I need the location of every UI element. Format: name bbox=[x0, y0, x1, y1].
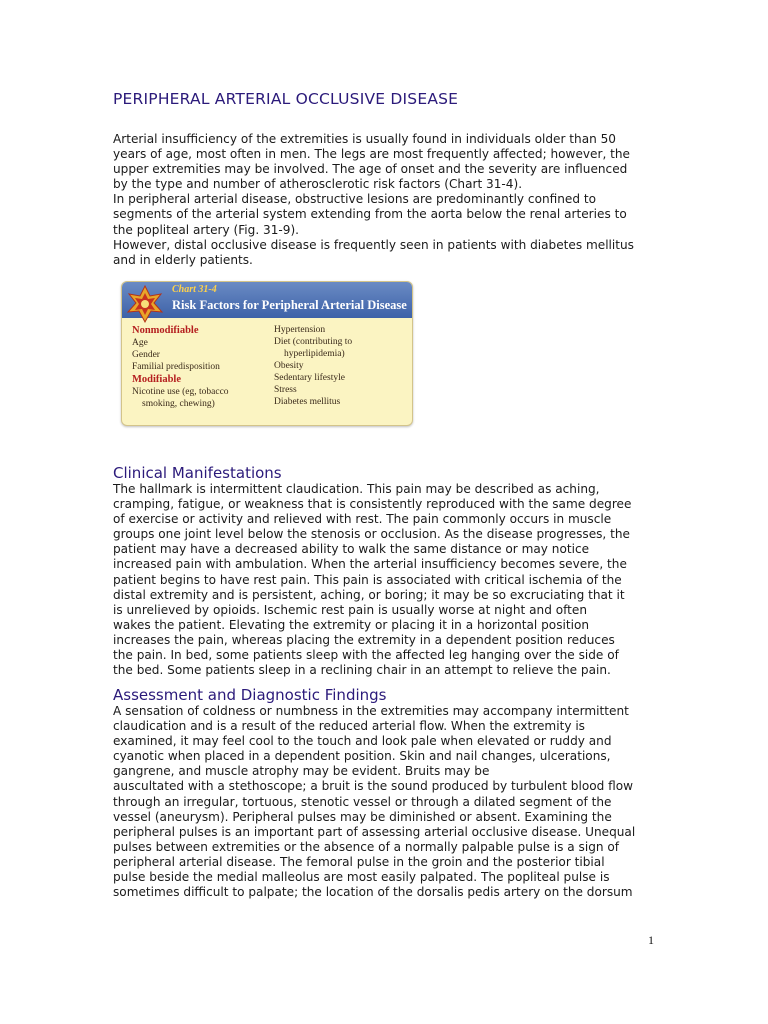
risk-item: Hypertension bbox=[274, 325, 326, 335]
risk-factors-chart bbox=[121, 281, 413, 426]
assessment-paragraph: A sensation of coldness or numbness in the extremities may accompany intermittent claudication and is a result of the reduced arterial flow. When the extremity is examined, it may feel cool to the touch and look pale when elevated or ruddy and cyanotic when placed in a dependent position. Skin and nail changes, ulcerations, gangrene, and muscle atrophy may be evident. Bruits may be auscultated with a stethoscope; a bruit is the sound produced by turbulent blood flow through an irregular, tortuous, stenotic vessel or through a dilated segment of the vessel (aneurysm). Peripheral pulses may be diminished or absent. Examining the peripheral pulses is an important part of assessing arterial occlusive disease. Unequal pulses between extremities or the absence of a normally palpable pulse is a sign of peripheral arterial disease. The femoral pulse in the groin and the posterior tibial pulse beside the medial malleolus are most easily palpated. The popliteal pulse is sometimes difficult to palpate; the location of the dorsalis pedis artery on the dorsum bbox=[113, 704, 636, 900]
risk-item: Obesity bbox=[274, 361, 304, 371]
risk-item-continued: hyperlipidemia) bbox=[284, 349, 345, 359]
chart-header bbox=[122, 282, 412, 318]
risk-item: Gender bbox=[132, 350, 160, 360]
chart-title: Risk Factors for Peripheral Arterial Disease bbox=[172, 298, 407, 312]
chart-number: Chart 31-4 bbox=[172, 284, 217, 295]
risk-item-continued: smoking, chewing) bbox=[142, 399, 215, 409]
intro-paragraph: Arterial insufficiency of the extremities is usually found in individuals older than 50 years of age, most often in men. The legs are most frequently affected; however, the upper extremities may be involved. The age of onset and the severity are influenced by the type and number of atherosclerotic risk factors (Chart 31-4). In peripheral arterial disease, obstructive lesions are predominantly confined to segments of the arterial system extending from the aorta below the renal arteries to the popliteal artery (Fig. 31-9). However, distal occlusive disease is frequently seen in patients with diabetes mellitus and in elderly patients. bbox=[113, 132, 634, 267]
risk-item: Diabetes mellitus bbox=[274, 397, 341, 407]
clinical-paragraph: The hallmark is intermittent claudication. This pain may be described as aching, cramping, fatigue, or weakness that is consistently reproduced with the same degree of exercise or activity and relieved with rest. The pain commonly occurs in muscle groups one joint level below the stenosis or occlusion. As the disease progresses, the patient may have a decreased ability to walk the same distance or may notice increased pain with ambulation. When the arterial insufficiency becomes severe, the patient begins to have rest pain. This pain is associated with critical ischemia of the distal extremity and is persistent, aching, or boring; it may be so excruciating that it is unrelieved by opioids. Ischemic rest pain is usually worse at night and often wakes the patient. Elevating the extremity or placing it in a horizontal position increases the pain, whereas placing the extremity in a dependent position reduces the pain. In bed, some patients sleep with the affected leg hanging over the side of the bed. Some patients sleep in a reclining chair in an attempt to relieve the pain. bbox=[113, 482, 632, 678]
page-number: 1 bbox=[648, 933, 654, 947]
document-page bbox=[113, 88, 658, 268]
risk-item: Nicotine use (eg, tobacco bbox=[132, 387, 229, 397]
modifiable-label: Modifiable bbox=[132, 374, 181, 385]
risk-item: Familial predisposition bbox=[132, 362, 220, 372]
assessment-section bbox=[113, 687, 658, 900]
chart-badge-icon bbox=[126, 284, 164, 324]
risk-item: Sedentary lifestyle bbox=[274, 373, 345, 383]
nonmodifiable-label: Nonmodifiable bbox=[132, 325, 199, 336]
risk-item: Stress bbox=[274, 385, 297, 395]
assessment-heading: Assessment and Diagnostic Findings bbox=[113, 686, 387, 704]
chart-right-column bbox=[274, 324, 409, 408]
clinical-section bbox=[113, 465, 658, 678]
chart-left-column bbox=[132, 324, 272, 410]
risk-item: Diet (contributing to bbox=[274, 337, 353, 347]
clinical-heading: Clinical Manifestations bbox=[113, 464, 282, 482]
risk-item: Age bbox=[132, 338, 148, 348]
page-title: PERIPHERAL ARTERIAL OCCLUSIVE DISEASE bbox=[113, 90, 459, 108]
